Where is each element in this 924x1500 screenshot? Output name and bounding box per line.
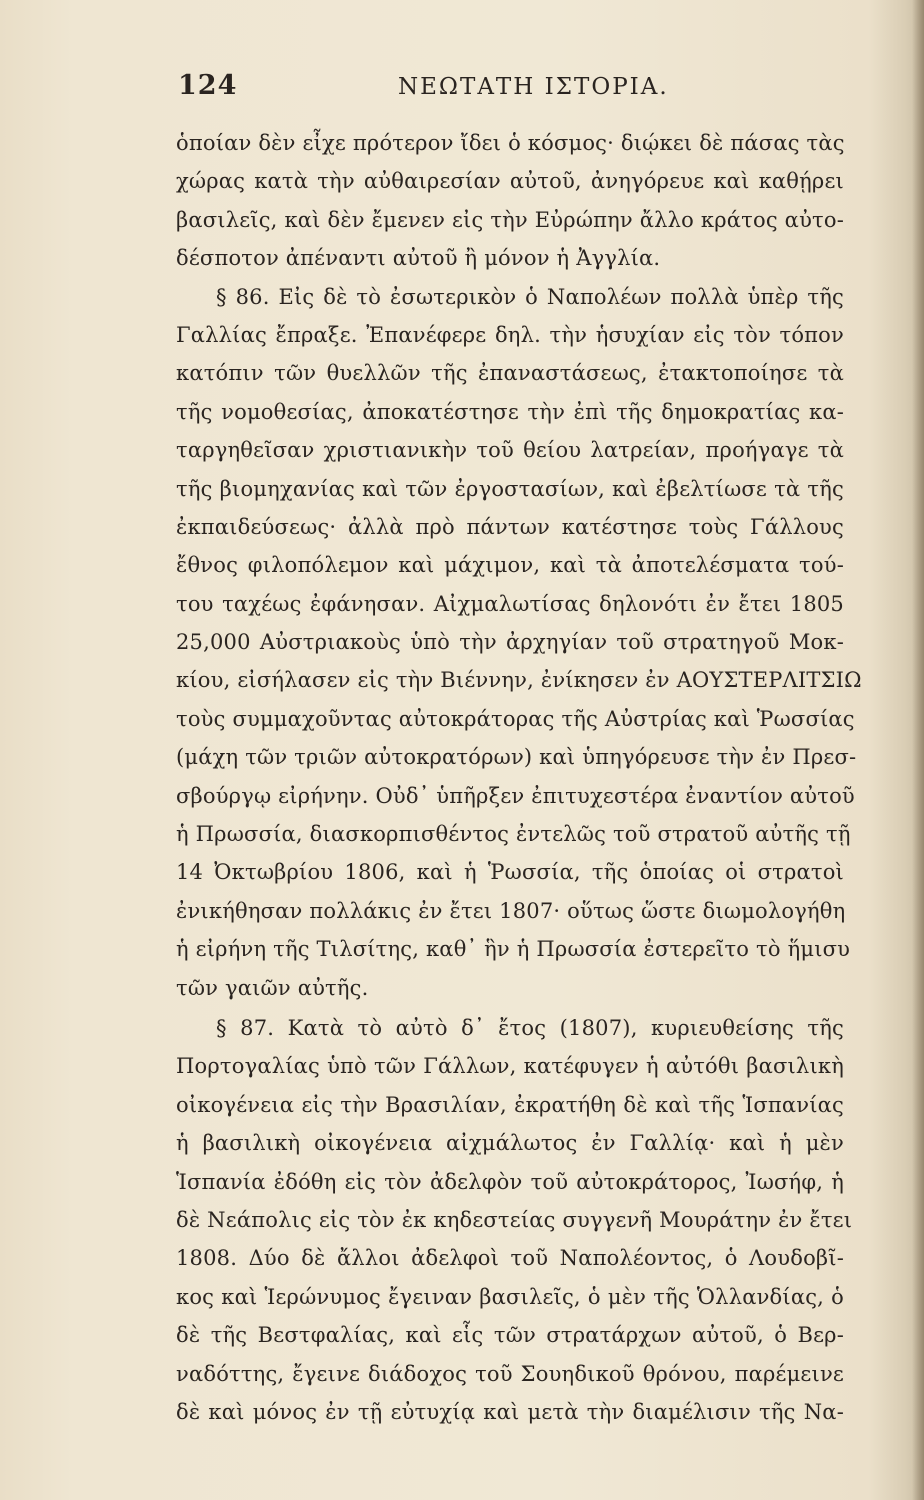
text-line: δὲ τῆς Βεστφαλίας, καὶ εἷς τῶν στρατάρχων αὐτοῦ, ὁ Βερ- (176, 1323, 844, 1348)
running-title: ΝΕΩΤΑΤΗ ΙΣΤΟΡΙΑ. (398, 74, 669, 100)
text-line: ἐνικήθησαν πολλάκις ἐν ἔτει 1807· οὕτως ὥστε διωμολογήθη (176, 898, 846, 923)
text-line: τῶν γαιῶν αὐτῆς. (176, 975, 369, 1000)
text-line: οἰκογένεια εἰς τὴν Βρασιλίαν, ἐκρατήθη δὲ καὶ τῆς Ἱσπανίας (176, 1092, 844, 1117)
body-text (176, 124, 862, 1431)
section-86-start: § 86. Εἰς δὲ τὸ ἐσωτερικὸν ὁ Ναπολέων πολλὰ ὑπὲρ τῆς (216, 284, 844, 309)
text-line: ἡ βασιλικὴ οἰκογένεια αἰχμάλωτος ἐν Γαλλίᾳ· καὶ ἡ μὲν (176, 1131, 844, 1156)
page-header (178, 70, 838, 110)
text-line: τοὺς συμμαχοῦντας αὐτοκράτορας τῆς Αὐστρίας καὶ Ῥωσσίας (176, 706, 855, 731)
text-line: ἐκπαιδεύσεως· ἀλλὰ πρὸ πάντων κατέστησε τοὺς Γάλλους (176, 514, 844, 539)
text-line: κίου, εἰσήλασεν εἰς τὴν Βιέννην, ἐνίκησεν ἐν ΑΟΥΣΤΕΡΛΙΤΣΙΩ (176, 668, 862, 693)
text-line: 1808. Δύο δὲ ἄλλοι ἀδελφοὶ τοῦ Ναπολέοντος, ὁ Λουδοβῖ- (176, 1246, 844, 1271)
text-line: δὲ καὶ μόνος ἐν τῇ εὐτυχίᾳ καὶ μετὰ τὴν διαμέλισιν τῆς Να- (176, 1399, 844, 1424)
text-line: 25,000 Αὐστριακοὺς ὑπὸ τὴν ἀρχηγίαν τοῦ στρατηγοῦ Μοκ- (176, 630, 844, 655)
text-line: σβούργῳ εἰρήνην. Οὐδ᾽ ὑπῆρξεν ἐπιτυχεστέρα ἐναντίον αὐτοῦ (176, 783, 855, 808)
text-line: βασιλεῖς, καὶ δὲν ἔμενεν εἰς τὴν Εὐρώπην ἄλλο κράτος αὐτο- (176, 207, 844, 232)
text-line: τῆς βιομηχανίας καὶ τῶν ἐργοστασίων, καὶ ἐβελτίωσε τὰ τῆς (176, 476, 844, 501)
text-line: του ταχέως ἐφάνησαν. Αἰχμαλωτίσας δηλονότι ἐν ἔτει 1805 (176, 591, 844, 616)
text-line: δὲ Νεάπολις εἰς τὸν ἐκ κηδεστείας συγγενῆ Μουράτην ἐν ἔτει (176, 1207, 853, 1232)
page-edge-shadow (912, 0, 924, 1500)
text-line: ταργηθεῖσαν χριστιανικὴν τοῦ θείου λατρείαν, προήγαγε τὰ (176, 438, 844, 463)
text-line: δέσποτον ἀπέναντι αὐτοῦ ἢ μόνον ἡ Ἀγγλία. (176, 246, 661, 271)
text-line: ἡ εἰρήνη τῆς Τιλσίτης, καθ᾽ ἣν ἡ Πρωσσία ἐστερεῖτο τὸ ἥμισυ (176, 937, 851, 962)
text-line: Πορτογαλίας ὑπὸ τῶν Γάλλων, κατέφυγεν ἡ αὐτόθι βασιλικὴ (176, 1054, 844, 1079)
text-line: ἡ Πρωσσία, διασκορπισθέντος ἐντελῶς τοῦ στρατοῦ αὐτῆς τῇ (176, 822, 851, 847)
text-line: Γαλλίας ἔπραξε. Ἐπανέφερε δηλ. τὴν ἡσυχίαν εἰς τὸν τόπον (176, 322, 844, 347)
text-line: χώρας κατὰ τὴν αὐθαιρεσίαν αὐτοῦ, ἀνηγόρευε καὶ καθῄρει (176, 169, 844, 194)
text-line: (μάχη τῶν τριῶν αὐτοκρατόρων) καὶ ὑπηγόρευσε τὴν ἐν Πρεσ- (176, 745, 857, 770)
text-line: κος καὶ Ἱερώνυμος ἔγειναν βασιλεῖς, ὁ μὲν τῆς Ὁλλανδίας, ὁ (176, 1284, 844, 1309)
text-line: κατόπιν τῶν θυελλῶν τῆς ἐπαναστάσεως, ἐτακτοποίησε τὰ (176, 361, 844, 386)
text-line: ὁποίαν δὲν εἶχε πρότερον ἴδει ὁ κόσμος· διῴκει δὲ πάσας τὰς (176, 131, 845, 155)
section-87-start: § 87. Κατὰ τὸ αὐτὸ δ᾽ ἔτος (1807), κυριευθείσης τῆς (216, 1015, 844, 1040)
text-line: τῆς νομοθεσίας, ἀποκατέστησε τὴν ἐπὶ τῆς δημοκρατίας κα- (176, 399, 844, 424)
text-line: ἔθνος φιλοπόλεμον καὶ μάχιμον, καὶ τὰ ἀποτελέσματα τού- (176, 553, 844, 578)
text-line: ναδόττης, ἔγεινε διάδοχος τοῦ Σουηδικοῦ θρόνου, παρέμεινε (176, 1361, 844, 1386)
page-number: 124 (178, 70, 238, 101)
text-line: Ἱσπανία ἐδόθη εἰς τὸν ἀδελφὸν τοῦ αὐτοκράτορος, Ἰωσήφ, ἡ (176, 1169, 844, 1194)
text-line: 14 Ὀκτωβρίου 1806, καὶ ἡ Ῥωσσία, τῆς ὁποίας οἱ στρατοὶ (176, 860, 844, 885)
